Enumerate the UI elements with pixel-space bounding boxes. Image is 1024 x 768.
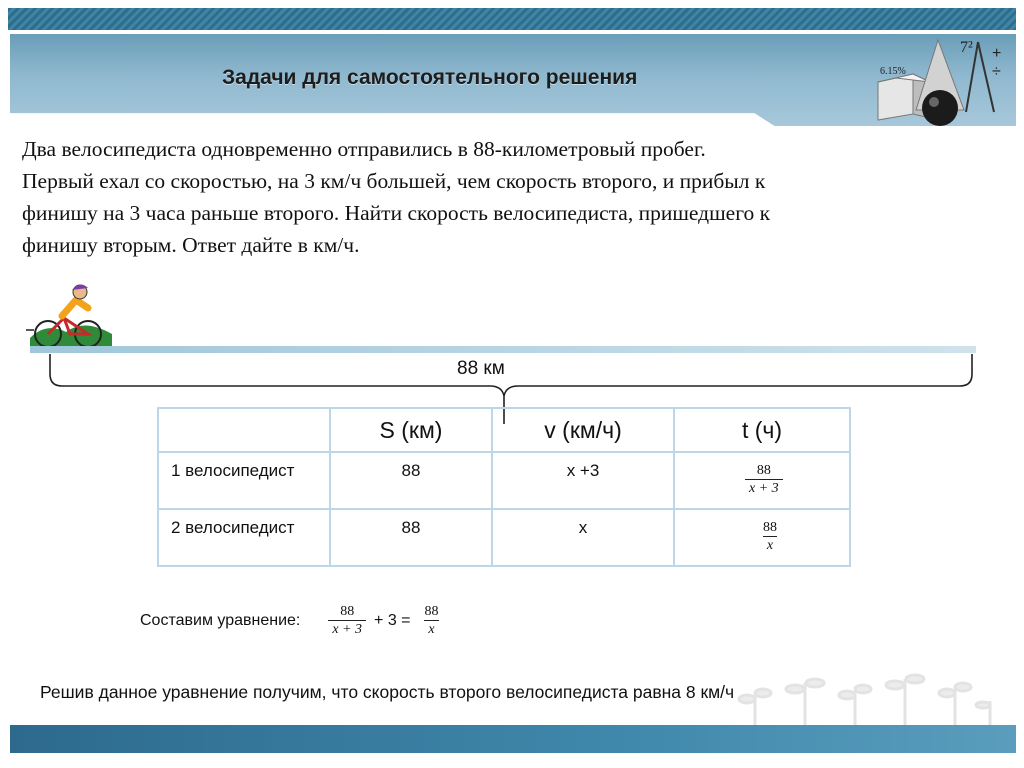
- header-time: t (ч): [674, 408, 850, 452]
- top-decorative-stripe: [8, 8, 1016, 30]
- svg-text:+: +: [992, 45, 1002, 62]
- header-empty: [158, 408, 330, 452]
- row-label: 2 велосипедист: [171, 518, 295, 537]
- solution-text: Решив данное уравнение получим, что скорость второго велосипедиста равна 8 км/ч: [40, 682, 735, 702]
- row-distance: 88: [401, 518, 421, 537]
- equation-label: Составим уравнение:: [140, 612, 301, 629]
- problem-line: финишу вторым. Ответ дайте в км/ч.: [22, 233, 360, 257]
- distance-label: 88 км: [457, 358, 505, 379]
- svg-text:÷: ÷: [992, 63, 1001, 80]
- header-distance: S (км): [330, 408, 492, 452]
- equation-right-fraction: [421, 604, 443, 638]
- problem-line: финишу на 3 часа раньше второго. Найти скорость велосипедиста, пришедшего к: [22, 201, 771, 225]
- fraction-numerator: 88: [424, 604, 439, 619]
- fraction-numerator: 88: [340, 604, 355, 619]
- row-speed: x: [578, 518, 588, 537]
- row-label: 1 велосипедист: [171, 461, 295, 480]
- percent-label: 6.15%: [880, 66, 906, 77]
- header-speed: v (км/ч): [492, 408, 674, 452]
- problem-statement: [22, 133, 922, 261]
- table-row: [158, 452, 850, 509]
- table-row: [158, 509, 850, 566]
- geometry-illustration: [868, 32, 1008, 130]
- fraction-denominator: x: [763, 536, 777, 554]
- fraction-denominator: x + 3: [745, 479, 783, 497]
- time-fraction: [759, 520, 781, 554]
- page-title: Задачи для самостоятельного решения: [222, 66, 638, 89]
- row-speed: x +3: [566, 461, 600, 480]
- equation: [140, 604, 443, 638]
- fraction-numerator: 88: [763, 520, 777, 535]
- table-header-row: [158, 408, 850, 452]
- equation-middle: + 3 =: [374, 612, 411, 629]
- data-table: [157, 407, 851, 567]
- fraction-denominator: x + 3: [328, 620, 366, 638]
- problem-line: Первый ехал со скоростью, на 3 км/ч большей, чем скорость второго, и прибыл к: [22, 169, 766, 193]
- equation-left-fraction: [328, 604, 366, 638]
- power-label: 7²: [960, 39, 973, 56]
- problem-line: Два велосипедиста одновременно отправились в 88-километровый пробег.: [22, 137, 706, 161]
- sphere-shape: [922, 90, 958, 126]
- row-distance: 88: [401, 461, 421, 480]
- cyclist-illustration: [26, 278, 116, 354]
- bottom-band: [10, 725, 1016, 753]
- fraction-denominator: x: [424, 620, 438, 638]
- fraction-numerator: 88: [756, 463, 771, 478]
- time-fraction: [745, 463, 783, 497]
